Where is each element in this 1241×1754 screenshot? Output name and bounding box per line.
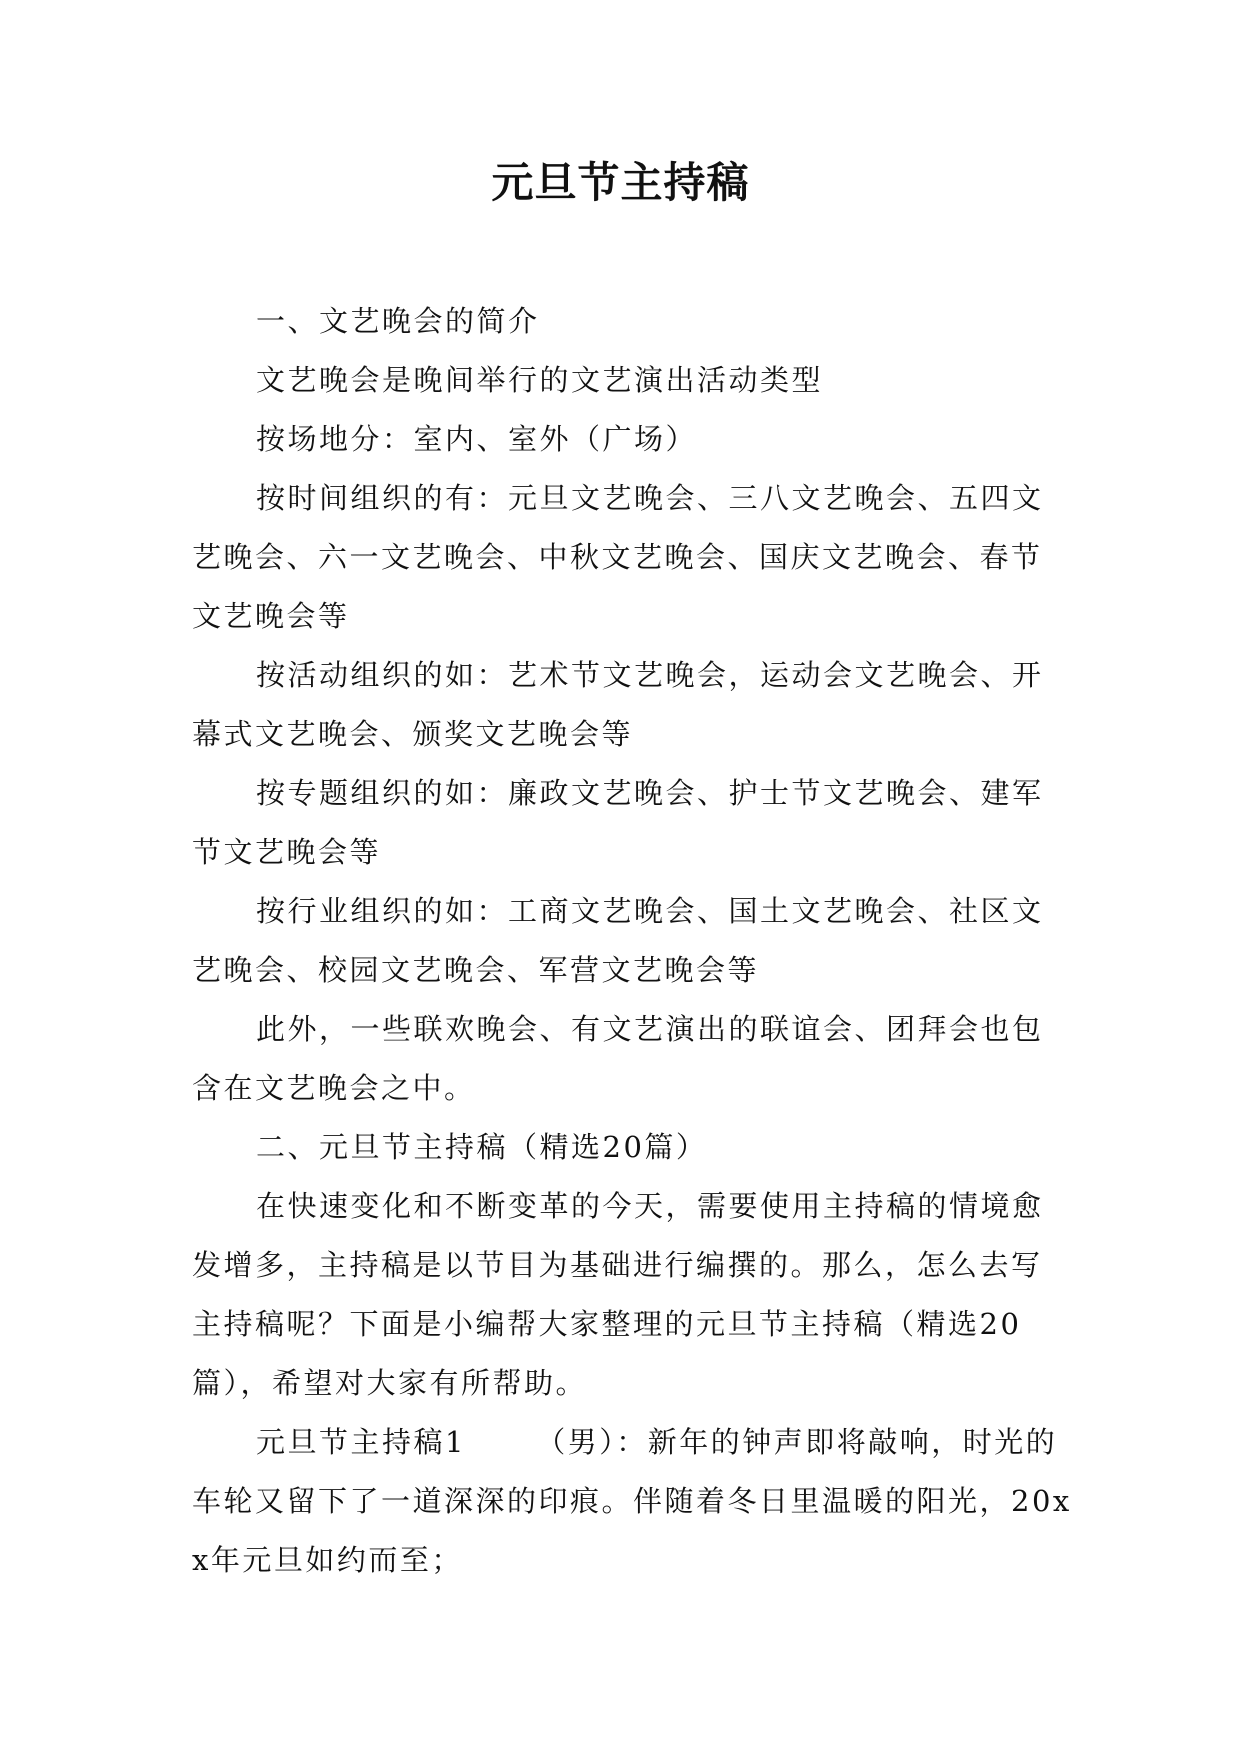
paragraph: 此外，一些联欢晚会、有文艺演出的联谊会、团拜会也包含在文艺晚会之中。	[192, 1012, 1044, 1105]
paragraph: 按场地分：室内、室外（广场）	[256, 422, 698, 456]
document-title: 元旦节主持稿	[491, 158, 750, 207]
section-heading-intro: 一、文艺晚会的简介	[256, 304, 540, 338]
section-heading-scripts: 二、元旦节主持稿（精选20篇）	[256, 1130, 708, 1164]
paragraph: 按时间组织的有：元旦文艺晚会、三八文艺晚会、五四文艺晚会、六一文艺晚会、中秋文艺晚会、国庆文艺晚会、春节文艺晚会等	[192, 481, 1044, 633]
document-body	[192, 292, 1072, 1590]
paragraph: 在快速变化和不断变革的今天，需要使用主持稿的情境愈发增多，主持稿是以节目为基础进行编撰的。那么，怎么去写主持稿呢？下面是小编帮大家整理的元旦节主持稿（精选20篇），希望对大家有所帮助。	[192, 1189, 1044, 1400]
paragraph: 按专题组织的如：廉政文艺晚会、护士节文艺晚会、建军节文艺晚会等	[192, 776, 1044, 869]
paragraph: 按活动组织的如：艺术节文艺晚会，运动会文艺晚会、开幕式文艺晚会、颁奖文艺晚会等	[192, 658, 1044, 751]
paragraph: 按行业组织的如：工商文艺晚会、国土文艺晚会、社区文艺晚会、校园文艺晚会、军营文艺晚会等	[192, 894, 1044, 987]
paragraph: 文艺晚会是晚间举行的文艺演出活动类型	[256, 363, 824, 397]
paragraph: 元旦节主持稿1 （男）：新年的钟声即将敲响，时光的车轮又留下了一道深深的印痕。伴随着冬日里温暖的阳光，20xx年元旦如约而至；	[192, 1425, 1072, 1577]
